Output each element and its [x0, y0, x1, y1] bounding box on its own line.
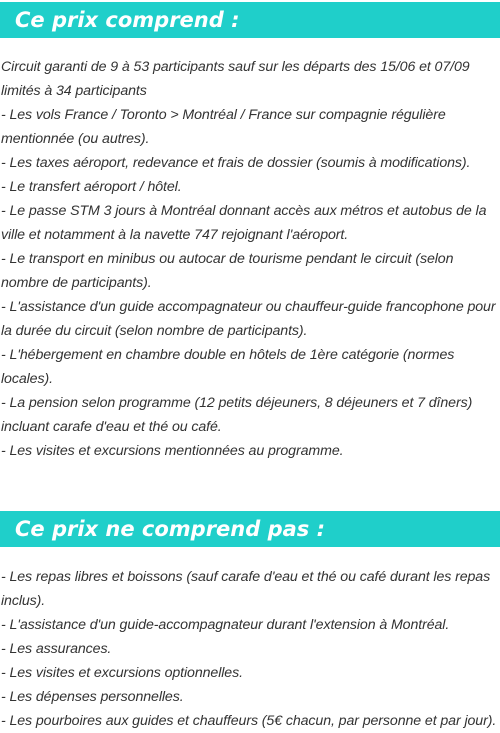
includes-line: - L'assistance d'un guide accompagnateur ou chauffeur-guide francophone pour [1, 299, 496, 315]
includes-section-title: Ce prix comprend : [0, 2, 500, 38]
excludes-section-title: Ce prix ne comprend pas : [0, 511, 500, 547]
excludes-line: - L'assistance d'un guide-accompagnateur durant l'extension à Montréal. [1, 617, 450, 633]
excludes-line: - Les repas libres et boissons (sauf carafe d'eau et thé ou café durant les repas [1, 569, 491, 585]
includes-line: Circuit garanti de 9 à 53 participants sauf sur les départs des 15/06 et 07/09 [1, 59, 470, 75]
includes-line: incluant carafe d'eau et thé ou café. [1, 419, 222, 435]
excludes-line: inclus). [1, 593, 46, 609]
excludes-line: - Les dépenses personnelles. [1, 689, 184, 705]
includes-list [1, 55, 499, 463]
excludes-list [1, 565, 499, 733]
includes-line: locales). [1, 371, 53, 387]
includes-line: - Le transfert aéroport / hôtel. [1, 179, 182, 195]
includes-line: - Les vols France / Toronto > Montréal / France sur compagnie régulière [1, 107, 446, 123]
excludes-line: - Les visites et excursions optionnelles. [1, 665, 243, 681]
includes-line: nombre de participants). [1, 275, 152, 291]
includes-line: - La pension selon programme (12 petits déjeuners, 8 déjeuners et 7 dîners) [1, 395, 473, 411]
includes-line: la durée du circuit (selon nombre de participants). [1, 323, 308, 339]
includes-line: limités à 34 participants [1, 83, 147, 99]
includes-line: - L'hébergement en chambre double en hôtels de 1ère catégorie (normes [1, 347, 455, 363]
includes-line: - Le transport en minibus ou autocar de tourisme pendant le circuit (selon [1, 251, 454, 267]
excludes-line: - Les pourboires aux guides et chauffeurs (5€ chacun, par personne et par jour). [1, 713, 497, 729]
includes-line: mentionnée (ou autres). [1, 131, 150, 147]
excludes-line: - Les assurances. [1, 641, 112, 657]
includes-line: - Les visites et excursions mentionnées au programme. [1, 443, 344, 459]
includes-line: - Les taxes aéroport, redevance et frais de dossier (soumis à modifications). [1, 155, 471, 171]
includes-line: - Le passe STM 3 jours à Montréal donnant accès aux métros et autobus de la [1, 203, 487, 219]
includes-line: ville et notamment à la navette 747 rejoignant l'aéroport. [1, 227, 349, 243]
